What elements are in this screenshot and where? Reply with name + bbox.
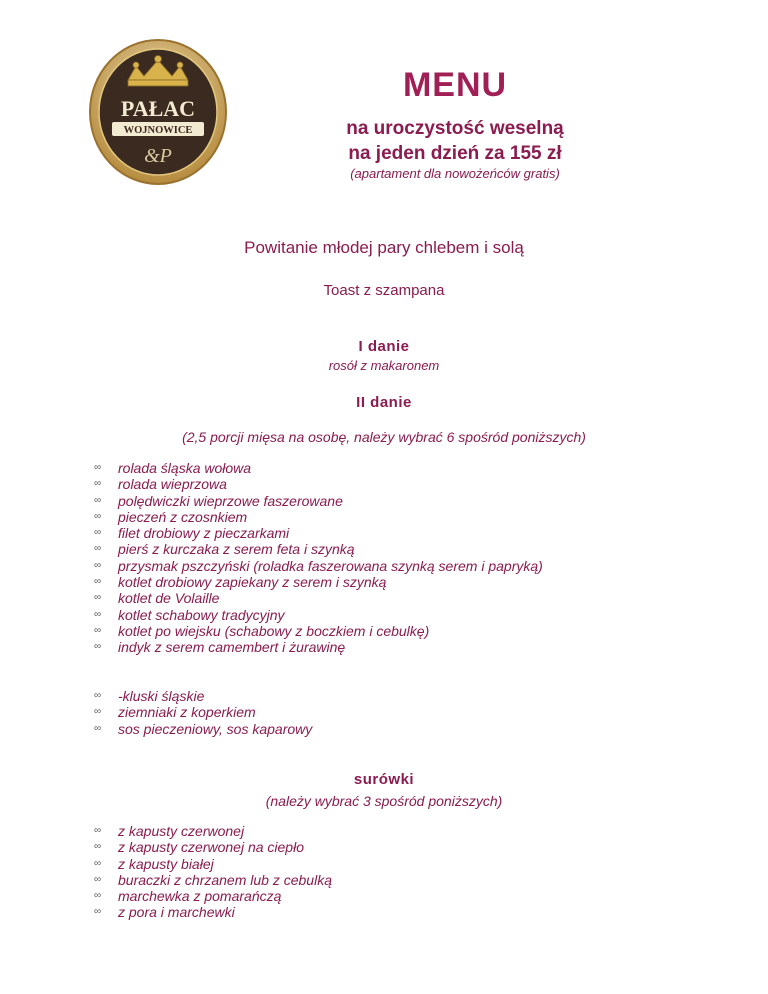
infinity-bullet-icon: ∞ bbox=[94, 906, 102, 918]
course2-title: II danie bbox=[356, 394, 412, 411]
price-line: na jeden dzień za 155 zł bbox=[348, 143, 562, 164]
list-item-text: kotlet po wiejsku (schabowy z boczkiem i cebulkę) bbox=[118, 622, 430, 639]
list-item bbox=[94, 721, 312, 737]
list-item bbox=[94, 688, 312, 704]
infinity-bullet-icon: ∞ bbox=[94, 608, 102, 620]
list-item-text: z kapusty czerwonej na ciepło bbox=[118, 839, 304, 856]
course1-title: I danie bbox=[358, 338, 410, 355]
list-item-text: rolada śląska wołowa bbox=[118, 460, 252, 476]
infinity-bullet-icon: ∞ bbox=[94, 527, 102, 539]
infinity-bullet-icon: ∞ bbox=[94, 722, 102, 734]
infinity-bullet-icon: ∞ bbox=[94, 890, 102, 902]
infinity-bullet-icon: ∞ bbox=[94, 641, 102, 653]
salad-list bbox=[94, 823, 332, 921]
infinity-bullet-icon: ∞ bbox=[94, 841, 102, 853]
list-item-text: indyk z serem camembert i żurawinę bbox=[118, 639, 346, 656]
list-item-text: przysmak pszczyński (roladka faszerowana szynką serem i papryką) bbox=[118, 557, 543, 574]
infinity-bullet-icon: ∞ bbox=[94, 559, 102, 571]
palac-wojnowice-logo bbox=[88, 38, 228, 186]
list-item bbox=[94, 904, 332, 920]
list-item bbox=[94, 558, 543, 574]
infinity-bullet-icon: ∞ bbox=[94, 706, 102, 718]
infinity-bullet-icon: ∞ bbox=[94, 543, 102, 555]
logo-name: PAŁAC bbox=[120, 96, 196, 121]
list-item-text: -kluski śląskie bbox=[118, 688, 205, 704]
salads-title: surówki bbox=[353, 771, 415, 788]
list-item bbox=[94, 493, 543, 509]
infinity-bullet-icon: ∞ bbox=[94, 592, 102, 604]
list-item-text: z pora i marchewki bbox=[118, 904, 235, 921]
list-item bbox=[94, 574, 543, 590]
list-item-text: filet drobiowy z pieczarkami bbox=[118, 525, 290, 542]
list-item bbox=[94, 623, 543, 639]
list-item bbox=[94, 525, 543, 541]
list-item-text: pieczeń z czosnkiem bbox=[118, 508, 248, 525]
list-item bbox=[94, 541, 543, 557]
logo-monogram: &P bbox=[144, 145, 172, 167]
infinity-bullet-icon: ∞ bbox=[94, 873, 102, 885]
course2-note: (2,5 porcji mięsa na osobę, należy wybrać 6 spośród poniższych) bbox=[182, 429, 586, 445]
list-item-text: z kapusty czerwonej bbox=[118, 823, 245, 839]
list-item bbox=[94, 888, 332, 904]
list-item-text: pierś z kurczaka z serem feta i szynką bbox=[118, 541, 355, 558]
main-dish-list bbox=[94, 460, 543, 656]
welcome-line: Powitanie młodej pary chlebem i solą bbox=[244, 238, 524, 257]
infinity-bullet-icon: ∞ bbox=[94, 576, 102, 588]
list-item bbox=[94, 823, 332, 839]
infinity-bullet-icon: ∞ bbox=[94, 690, 102, 701]
list-item-text: rolada wieprzowa bbox=[118, 476, 227, 493]
list-item-text: kotlet drobiowy zapiekany z serem i szynką bbox=[118, 574, 387, 591]
list-item bbox=[94, 476, 543, 492]
list-item-text: buraczki z chrzanem lub z cebulką bbox=[118, 871, 332, 888]
toast-line: Toast z szampana bbox=[323, 282, 445, 299]
list-item-text: ziemniaki z koperkiem bbox=[118, 704, 256, 721]
logo-subtitle: WOJNOWICE bbox=[123, 125, 193, 136]
infinity-bullet-icon: ∞ bbox=[94, 462, 102, 473]
list-item-text: z kapusty białej bbox=[118, 855, 214, 872]
list-item bbox=[94, 607, 543, 623]
salads-note: (należy wybrać 3 spośród poniższych) bbox=[265, 793, 503, 809]
list-item bbox=[94, 839, 332, 855]
list-item bbox=[94, 509, 543, 525]
infinity-bullet-icon: ∞ bbox=[94, 494, 102, 506]
infinity-bullet-icon: ∞ bbox=[94, 510, 102, 522]
list-item-text: kotlet schabowy tradycyjny bbox=[118, 606, 285, 623]
list-item-text: polędwiczki wieprzowe faszerowane bbox=[118, 492, 343, 509]
list-item bbox=[94, 704, 312, 720]
list-item bbox=[94, 590, 543, 606]
occasion-line: na uroczystość weselną bbox=[346, 118, 564, 139]
list-item-text: kotlet de Volaille bbox=[118, 590, 220, 607]
infinity-bullet-icon: ∞ bbox=[94, 857, 102, 869]
list-item bbox=[94, 856, 332, 872]
infinity-bullet-icon: ∞ bbox=[94, 825, 102, 836]
menu-title: MENU bbox=[402, 66, 508, 104]
list-item bbox=[94, 872, 332, 888]
infinity-bullet-icon: ∞ bbox=[94, 478, 102, 490]
gift-note: (apartament dla nowożeńców gratis) bbox=[350, 166, 560, 181]
infinity-bullet-icon: ∞ bbox=[94, 624, 102, 636]
list-item bbox=[94, 460, 543, 476]
list-item-text: marchewka z pomarańczą bbox=[118, 888, 282, 905]
list-item bbox=[94, 639, 543, 655]
side-dish-list bbox=[94, 688, 312, 737]
list-item-text: sos pieczeniowy, sos kaparowy bbox=[118, 720, 313, 737]
course1-dish: rosół z makaronem bbox=[328, 358, 440, 373]
